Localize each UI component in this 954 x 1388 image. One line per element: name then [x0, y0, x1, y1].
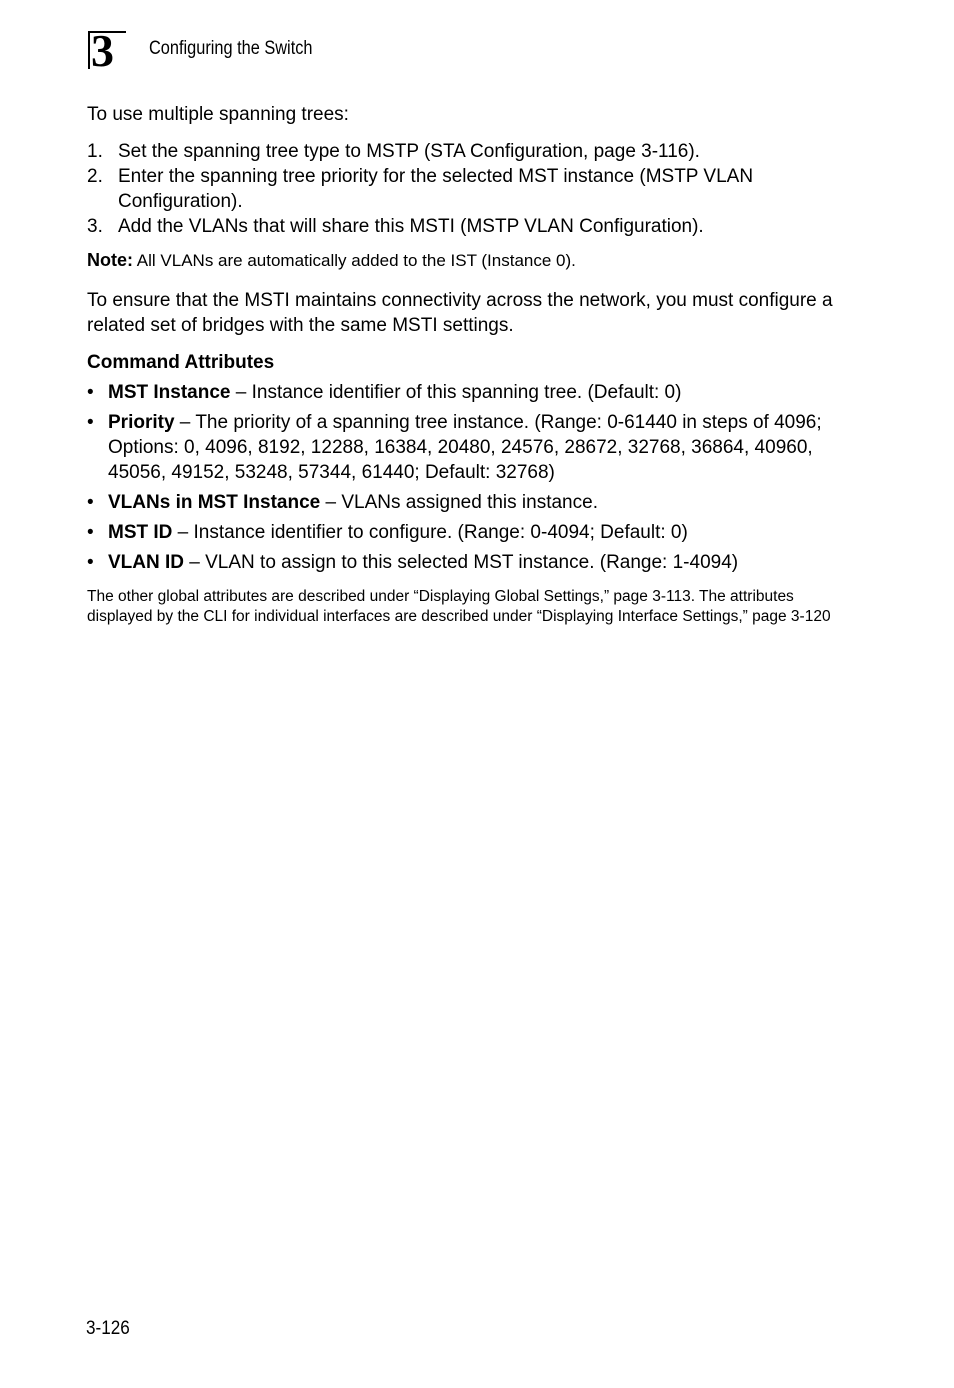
attribute-item	[87, 380, 857, 405]
step-item	[87, 139, 857, 164]
attribute-term: VLANs in MST Instance	[108, 492, 321, 513]
attribute-desc: – VLAN to assign to this selected MST instance. (Range: 1-4094)	[184, 552, 739, 573]
running-title: Configuring the Switch	[149, 38, 313, 59]
step-text: Enter the spanning tree priority for the selected MST instance (MSTP VLAN Configuration).	[118, 166, 754, 212]
attributes-list	[87, 380, 857, 575]
step-number: 3.	[87, 216, 103, 237]
attribute-item	[87, 520, 857, 545]
step-item	[87, 214, 857, 239]
attribute-term: Priority	[108, 412, 175, 433]
steps-list	[87, 139, 857, 239]
msti-paragraph: To ensure that the MSTI maintains connectivity across the network, you must configure a related set of bridges with the same MSTI settings.	[87, 290, 833, 336]
section-heading: Command Attributes	[87, 352, 275, 373]
step-number: 2.	[87, 166, 103, 187]
bullet: •	[87, 492, 94, 513]
attribute-term: MST Instance	[108, 382, 231, 403]
attribute-desc: – VLANs assigned this instance.	[320, 492, 598, 513]
attribute-term: VLAN ID	[108, 552, 184, 573]
footnote: The other global attributes are described under “Displaying Global Settings,” page 3-113. The attributes displayed by the CLI for individual interfaces are described under “Displaying Interface Settings,” page 3-120	[87, 588, 831, 625]
page-number: 3-126	[86, 1318, 130, 1339]
step-text: Set the spanning tree type to MSTP (STA Configuration, page 3-116).	[118, 141, 700, 162]
note-text: All VLANs are automatically added to the IST (Instance 0).	[136, 251, 576, 270]
attribute-term: MST ID	[108, 522, 173, 543]
note	[87, 248, 857, 273]
attribute-item	[87, 550, 857, 575]
bullet: •	[87, 552, 94, 573]
attribute-desc: – The priority of a spanning tree instance. (Range: 0-61440 in steps of 4096; Options: 0, 4096, 8192, 12288, 16384, 20480, 24576, 28672, 32768, 36864, 40960, 45056, 49152, 53248, 57344, 61440; Default: 32768)	[108, 412, 822, 483]
bullet: •	[87, 382, 94, 403]
attribute-desc: – Instance identifier of this spanning tree. (Default: 0)	[230, 382, 682, 403]
step-item	[87, 164, 857, 214]
attribute-desc: – Instance identifier to configure. (Range: 0-4094; Default: 0)	[172, 522, 688, 543]
note-label: Note:	[87, 250, 133, 270]
bullet: •	[87, 522, 94, 543]
intro-text: To use multiple spanning trees:	[87, 104, 349, 125]
chapter-number: 3	[91, 25, 114, 76]
step-number: 1.	[87, 141, 103, 162]
page-body	[87, 102, 857, 626]
step-text: Add the VLANs that will share this MSTI (MSTP VLAN Configuration).	[118, 216, 704, 237]
bullet: •	[87, 412, 94, 433]
attribute-item	[87, 410, 857, 485]
attribute-item	[87, 490, 857, 515]
